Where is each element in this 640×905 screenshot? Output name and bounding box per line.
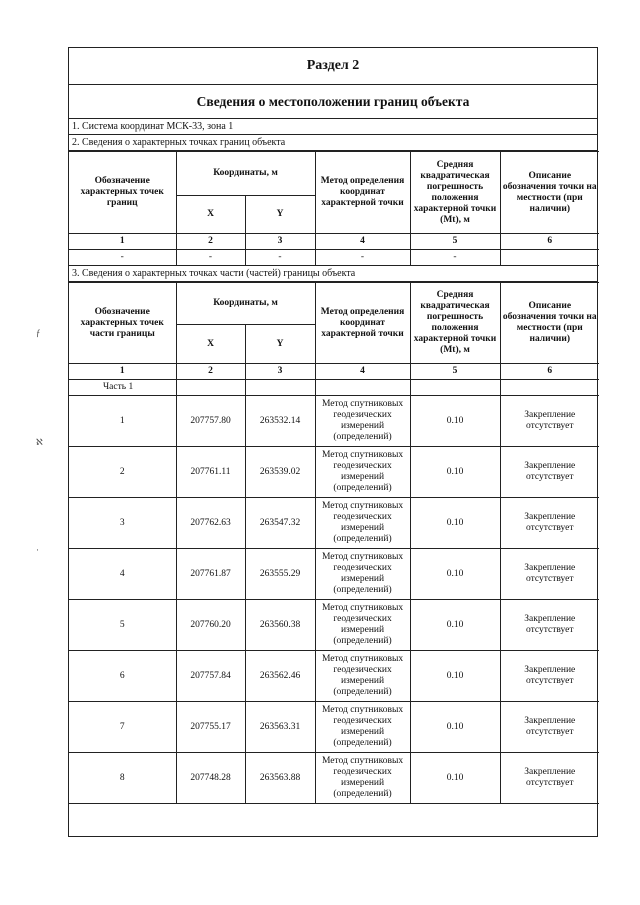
cell-n: 7 bbox=[69, 702, 176, 753]
cell-y: 263547.32 bbox=[245, 498, 315, 549]
table-row bbox=[69, 651, 599, 702]
column-numbers-row: 1 2 3 4 5 6 bbox=[69, 234, 599, 250]
table-row bbox=[69, 600, 599, 651]
cell-desc: Закрепление отсутствует bbox=[500, 753, 599, 804]
cell-y: 263539.02 bbox=[245, 447, 315, 498]
cell-desc: Закрепление отсутствует bbox=[500, 498, 599, 549]
cell-err: 0.10 bbox=[410, 498, 500, 549]
cell-y: 263560.38 bbox=[245, 600, 315, 651]
cell-method: Метод спутниковых геодезических измерений (определений) bbox=[315, 600, 410, 651]
part-label: Часть 1 bbox=[69, 380, 176, 396]
cell-desc: Закрепление отсутствует bbox=[500, 702, 599, 753]
cell-err: 0.10 bbox=[410, 447, 500, 498]
part3-title: 3. Сведения о характерных точках части (частей) границы объекта bbox=[69, 266, 597, 282]
cell-x: 207760.20 bbox=[176, 600, 245, 651]
margin-mark: · bbox=[36, 545, 39, 555]
cell-err: 0.10 bbox=[410, 753, 500, 804]
cell-x: 207761.11 bbox=[176, 447, 245, 498]
cell-method: Метод спутниковых геодезических измерений (определений) bbox=[315, 651, 410, 702]
header-y: Y bbox=[245, 325, 315, 364]
document-frame bbox=[68, 47, 598, 837]
header-method: Метод определения координат характерной точки bbox=[315, 283, 410, 364]
cell-method: Метод спутниковых геодезических измерений (определений) bbox=[315, 753, 410, 804]
empty-row: - - - - - bbox=[69, 250, 599, 266]
cell-y: 263563.88 bbox=[245, 753, 315, 804]
header-method: Метод определения координат характерной точки bbox=[315, 152, 410, 234]
header-x: X bbox=[176, 325, 245, 364]
cell-err: 0.10 bbox=[410, 651, 500, 702]
cell-method: Метод спутниковых геодезических измерений (определений) bbox=[315, 396, 410, 447]
cell-n: 3 bbox=[69, 498, 176, 549]
part-label-row bbox=[69, 380, 599, 396]
header-error: Средняя квадратическая погрешность положения характерной точки (Mt), м bbox=[410, 152, 500, 234]
margin-mark: ƒ bbox=[36, 328, 41, 338]
cell-desc: Закрепление отсутствует bbox=[500, 447, 599, 498]
cell-desc: Закрепление отсутствует bbox=[500, 549, 599, 600]
boundary-points-table bbox=[69, 151, 599, 266]
cell-desc: Закрепление отсутствует bbox=[500, 396, 599, 447]
document-subtitle: Сведения о местоположении границ объекта bbox=[69, 85, 597, 119]
part2-title: 2. Сведения о характерных точках границ объекта bbox=[69, 135, 597, 151]
cell-n: 8 bbox=[69, 753, 176, 804]
cell-x: 207748.28 bbox=[176, 753, 245, 804]
header-designation-part: Обозначение характерных точек части границы bbox=[69, 283, 176, 364]
table-footer-space bbox=[69, 804, 597, 824]
table-row bbox=[69, 498, 599, 549]
cell-n: 2 bbox=[69, 447, 176, 498]
table-row bbox=[69, 753, 599, 804]
table-row bbox=[69, 549, 599, 600]
cell-x: 207762.63 bbox=[176, 498, 245, 549]
cell-x: 207755.17 bbox=[176, 702, 245, 753]
cell-method: Метод спутниковых геодезических измерений (определений) bbox=[315, 702, 410, 753]
cell-desc: Закрепление отсутствует bbox=[500, 600, 599, 651]
cell-method: Метод спутниковых геодезических измерений (определений) bbox=[315, 549, 410, 600]
column-numbers-row: 1 2 3 4 5 6 bbox=[69, 364, 599, 380]
cell-method: Метод спутниковых геодезических измерений (определений) bbox=[315, 498, 410, 549]
table-row bbox=[69, 702, 599, 753]
cell-desc: Закрепление отсутствует bbox=[500, 651, 599, 702]
header-error: Средняя квадратическая погрешность положения характерной точки (Mt), м bbox=[410, 283, 500, 364]
header-y: Y bbox=[245, 196, 315, 234]
cell-x: 207757.80 bbox=[176, 396, 245, 447]
part-points-table bbox=[69, 282, 599, 804]
cell-x: 207757.84 bbox=[176, 651, 245, 702]
cell-err: 0.10 bbox=[410, 549, 500, 600]
header-coords: Координаты, м bbox=[176, 283, 315, 325]
cell-n: 5 bbox=[69, 600, 176, 651]
header-description: Описание обозначения точки на местности (при наличии) bbox=[500, 283, 599, 364]
cell-method: Метод спутниковых геодезических измерений (определений) bbox=[315, 447, 410, 498]
cell-y: 263555.29 bbox=[245, 549, 315, 600]
section-title: Раздел 2 bbox=[69, 48, 597, 85]
header-coords: Координаты, м bbox=[176, 152, 315, 196]
table-row bbox=[69, 447, 599, 498]
table-row bbox=[69, 396, 599, 447]
header-description: Описание обозначения точки на местности (при наличии) bbox=[500, 152, 599, 234]
cell-y: 263563.31 bbox=[245, 702, 315, 753]
cell-y: 263562.46 bbox=[245, 651, 315, 702]
cell-n: 4 bbox=[69, 549, 176, 600]
margin-mark: ℵ bbox=[36, 437, 43, 447]
header-designation: Обозначение характерных точек границ bbox=[69, 152, 176, 234]
cell-y: 263532.14 bbox=[245, 396, 315, 447]
coord-system-line: 1. Система координат МСК-33, зона 1 bbox=[69, 119, 597, 135]
cell-x: 207761.87 bbox=[176, 549, 245, 600]
cell-n: 6 bbox=[69, 651, 176, 702]
cell-n: 1 bbox=[69, 396, 176, 447]
cell-err: 0.10 bbox=[410, 396, 500, 447]
cell-err: 0.10 bbox=[410, 702, 500, 753]
cell-err: 0.10 bbox=[410, 600, 500, 651]
header-x: X bbox=[176, 196, 245, 234]
